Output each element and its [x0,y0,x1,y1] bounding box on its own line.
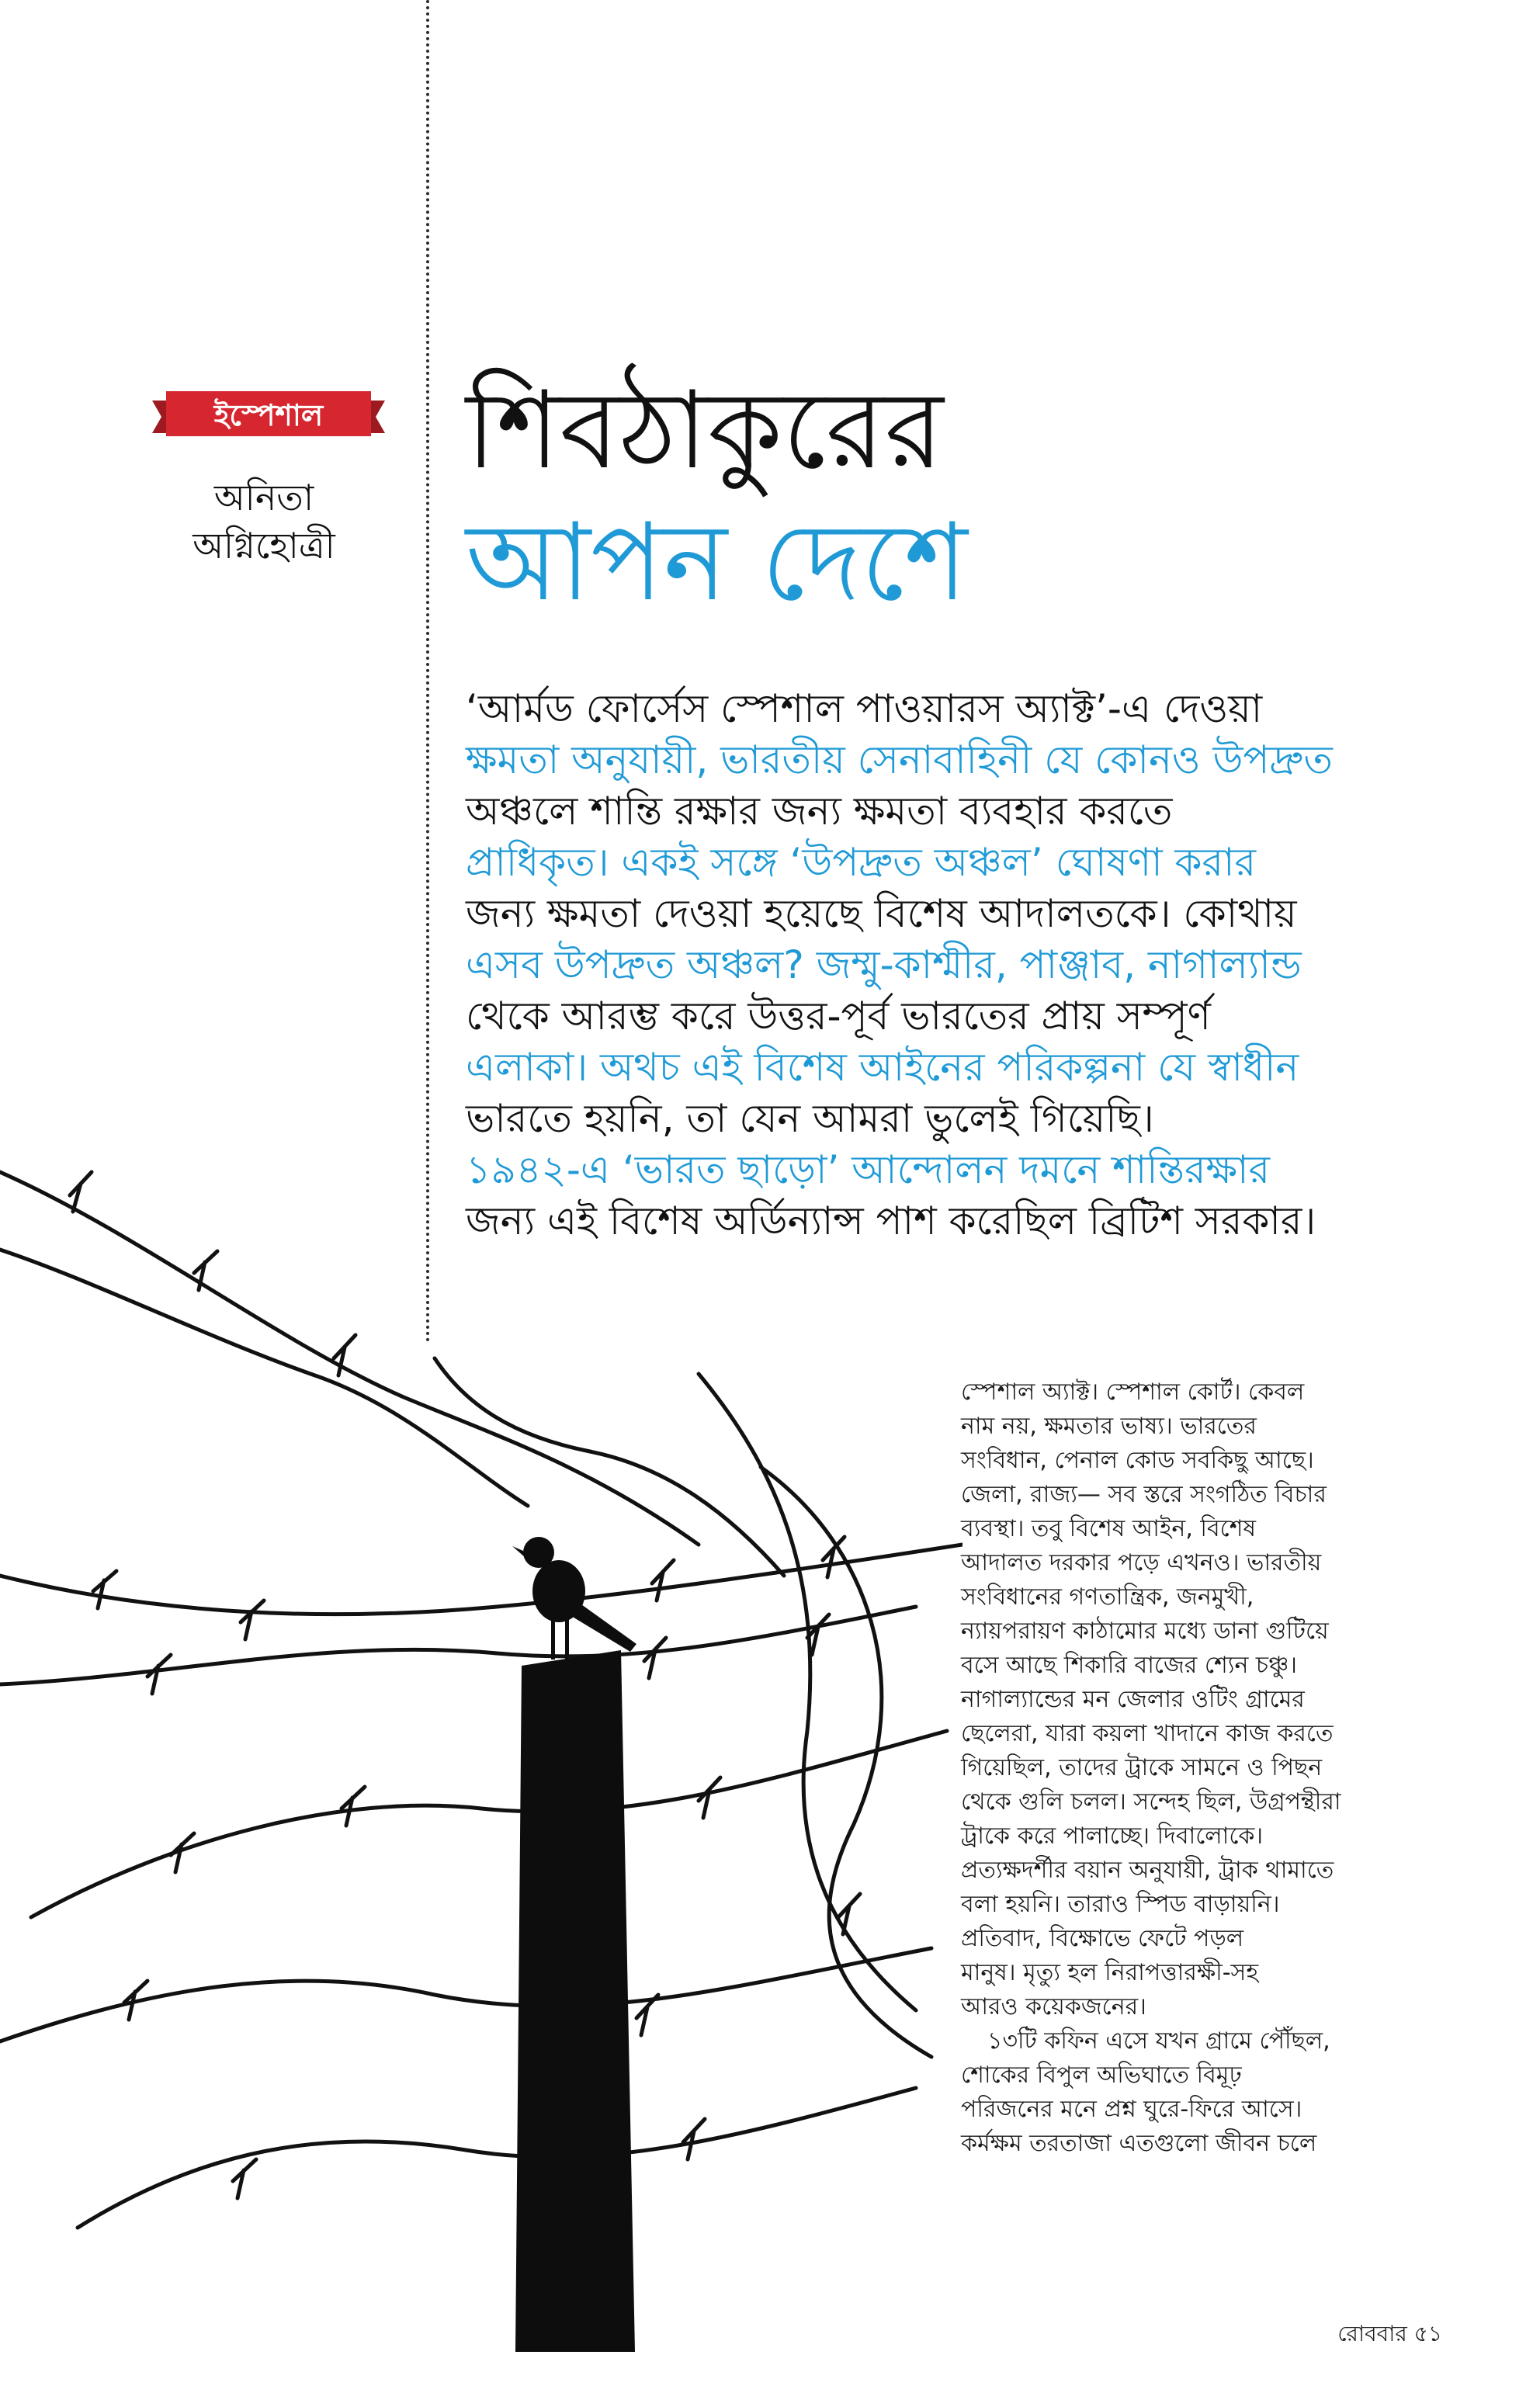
body-line: নাগাল্যান্ডের মন জেলার ওটিং গ্রামের [961,1686,1305,1713]
body-text-column [961,1375,1442,2161]
body-line: ছেলেরা, যারা কয়লা খাদানে কাজ করতে [961,1720,1334,1747]
author-byline [116,473,411,570]
body-line: স্পেশাল অ্যাক্ট। স্পেশাল কোর্ট। কেবল [961,1379,1305,1406]
lead-line: ১৯৪২-এ ‘ভারত ছাড়ো’ আন্দোলন দমনে শান্তিরক্ষার [466,1147,1270,1192]
article-title [466,365,1475,629]
body-line: মানুষ। মৃত্যু হল নিরাপত্তারক্ষী-সহ [961,1959,1259,1986]
page-folio: রোববার ৫১ [1337,2321,1442,2346]
body-line: সংবিধানের গণতান্ত্রিক, জনমুখী, [961,1583,1254,1611]
barbed-wire-strands [0,1172,962,2228]
lead-line: জন্য এই বিশেষ অর্ডিন্যান্স পাশ করেছিল ব্রিটিশ সরকার। [466,1198,1316,1243]
body-line: প্রত্যক্ষদর্শীর বয়ান অনুযায়ী, ট্রাক থামাতে [961,1857,1334,1884]
body-line: নাম নয়, ক্ষমতার ভাষ্য। ভারতের [961,1413,1257,1440]
body-line: ট্রাকে করে পালাচ্ছে। দিবালোকে। [961,1822,1264,1850]
lead-line: প্রাধিকৃত। একই সঙ্গে ‘উপদ্রুত অঞ্চল’ ঘোষণা করার [466,840,1257,885]
body-line: ন্যায়পরায়ণ কাঠামোর মধ্যে ডানা গুটিয়ে [961,1618,1329,1645]
lead-line: এলাকা। অথচ এই বিশেষ আইনের পরিকল্পনা যে স্বাধীন [466,1045,1299,1090]
body-line: জেলা, রাজ্য— সব স্তরে সংগঠিত বিচার [961,1481,1327,1508]
section-ribbon [152,387,385,444]
body-line: কর্মক্ষম তরতাজা এতগুলো জীবন চলে [961,2130,1317,2157]
body-line: ১৩টি কফিন এসে যখন গ্রামে পৌঁছল, [987,2027,1330,2055]
lead-line: জন্য ক্ষমতা দেওয়া হয়েছে বিশেষ আদালতকে। কোথায় [466,891,1297,936]
body-line: বসে আছে শিকারি বাজের শ্যেন চঞ্চু। [961,1652,1298,1679]
bird-silhouette [512,1537,636,1659]
body-line: আদালত দরকার পড়ে এখনও। ভারতীয় [961,1549,1322,1576]
body-line: গিয়েছিল, তাদের ট্রাকে সামনে ও পিছন [961,1754,1323,1781]
body-line: সংবিধান, পেনাল কোড সবকিছু আছে। [961,1447,1314,1474]
section-tag-label: ইস্পেশাল [213,398,324,432]
body-line: বলা হয়নি। তারাও স্পিড বাড়ায়নি। [961,1891,1280,1918]
barbed-wire-bird-photo [0,1141,962,2352]
lead-line: অঞ্চলে শান্তি রক্ষার জন্য ক্ষমতা ব্যবহার করতে [466,789,1173,834]
fence-post [515,1650,635,2352]
author-last-name: অগ্নিহোত্রী [192,525,335,567]
body-line: থেকে গুলি চলল। সন্দেহ ছিল, উগ্রপন্থীরা [961,1788,1341,1816]
lead-line: ভারতে হয়নি, তা যেন আমরা ভুলেই গিয়েছি। [466,1096,1154,1141]
body-line: পরিজনের মনে প্রশ্ন ঘুরে-ফিরে আসে। [961,2096,1302,2123]
body-line: ব্যবস্থা। তবু বিশেষ আইন, বিশেষ [961,1515,1257,1542]
title-line-2: আপন দেশে [466,500,968,625]
body-line: আরও কয়েকজনের। [961,1993,1146,2020]
lead-line: এসব উপদ্রুত অঞ্চল? জম্মু-কাশ্মীর, পাঞ্জাব, নাগাল্যান্ড [466,942,1302,987]
lead-line: ক্ষমতা অনুযায়ী, ভারতীয় সেনাবাহিনী যে কোনও উপদ্রুত [466,737,1333,782]
lead-line: ‘আর্মড ফোর্সেস স্পেশাল পাওয়ারস অ্যাক্ট’-এ দেওয়া [466,686,1263,731]
body-line: প্রতিবাদ, বিক্ষোভে ফেটে পড়ল [961,1925,1244,1952]
author-first-name: অনিতা [213,477,314,518]
title-line-1: শিবঠাকুরের [466,368,944,493]
body-line: শোকের বিপুল অভিঘাতে বিমূঢ় [961,2062,1242,2089]
lead-line: থেকে আরম্ভ করে উত্তর-পূর্ব ভারতের প্রায় সম্পূর্ণ [466,994,1211,1039]
